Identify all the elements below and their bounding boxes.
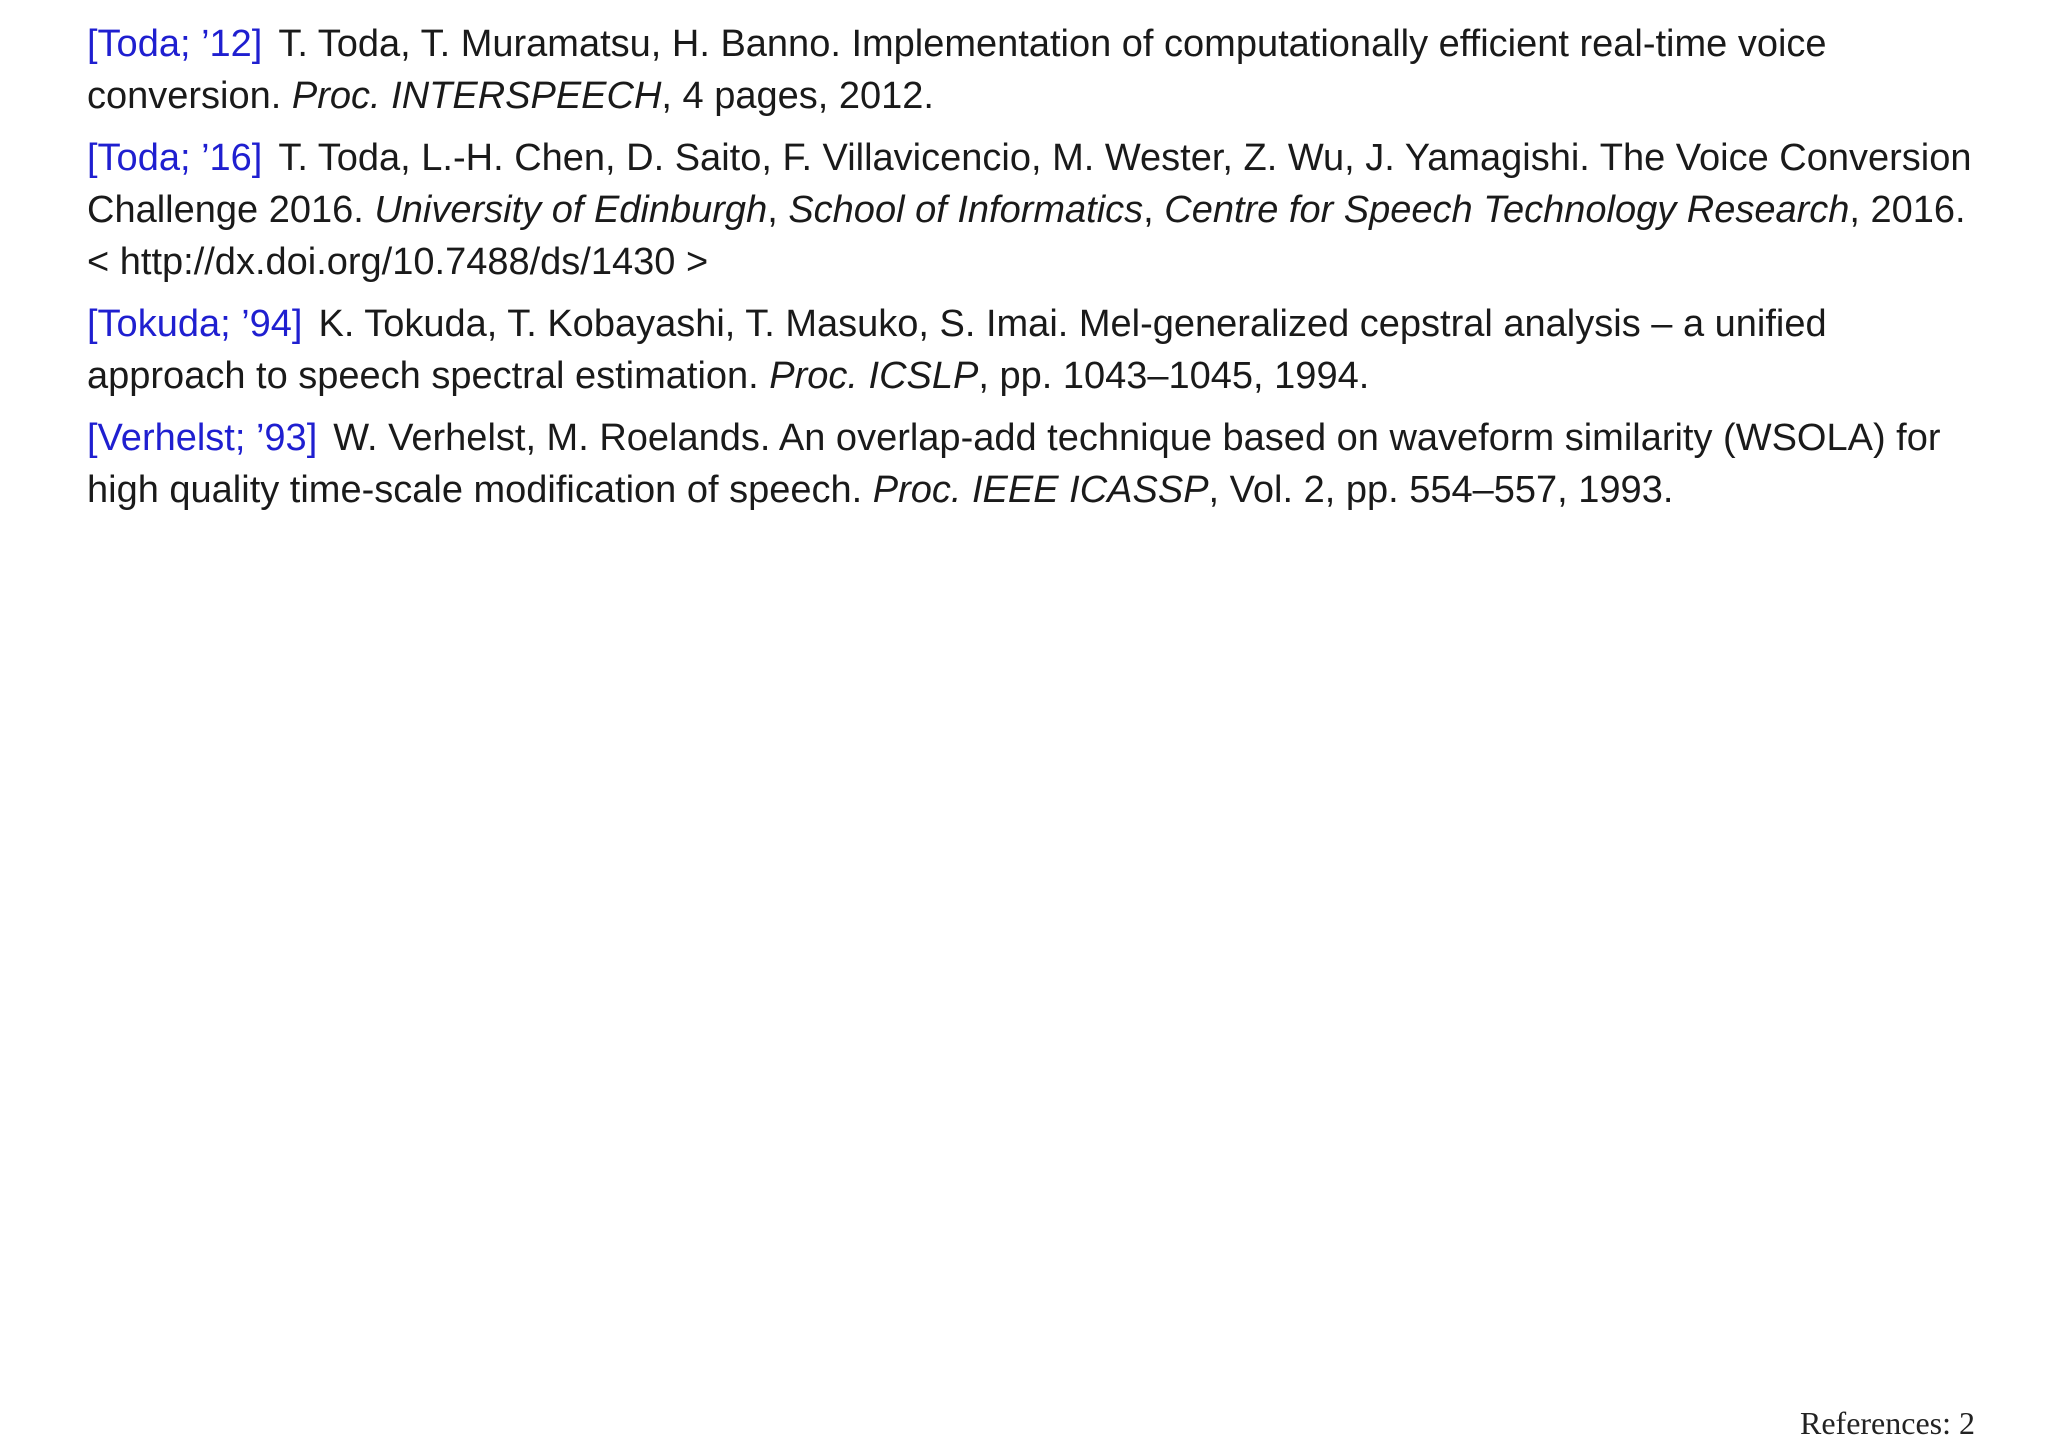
reference-text: , 4 pages, 2012. [661,75,934,117]
reference-text: W. Verhelst, M. Roelands. An overlap-add technique based on waveform similarity (WSOLA) for high quality time-scale modification of speech. [87,417,1941,511]
venue-title: Proc. ICSLP [769,355,979,397]
venue-title: Proc. INTERSPEECH [291,75,662,117]
citation-key: [Toda; ’16] [87,137,263,179]
venue-title: University of Edinburgh [374,189,768,231]
citation-key: [Verhelst; ’93] [87,417,318,459]
reference-text: K. Tokuda, T. Kobayashi, T. Masuko, S. Imai. Mel-generalized cepstral analysis – a unified approach to speech spectral estimation. [87,303,1827,397]
venue-title: Proc. IEEE ICASSP [872,469,1209,511]
reference-text: , [767,189,789,231]
reference-text: , 2016. < http://dx.doi.org/10.7488/ds/1430 > [87,189,1966,283]
reference-entry [87,412,1987,516]
reference-list [87,18,1987,526]
reference-text: T. Toda, L.-H. Chen, D. Saito, F. Villavicencio, M. Wester, Z. Wu, J. Yamagishi. The Voice Conversion Challenge 2016. [87,137,1972,231]
reference-entry [87,298,1987,402]
venue-title: School of Informatics [788,189,1144,231]
citation-key: [Toda; ’12] [87,23,263,65]
reference-text: , Vol. 2, pp. 554–557, 1993. [1208,469,1674,511]
reference-entry [87,18,1987,122]
citation-key: [Tokuda; ’94] [87,303,303,345]
reference-entry [87,132,1987,288]
venue-title: Centre for Speech Technology Research [1164,189,1850,231]
reference-text: , pp. 1043–1045, 1994. [978,355,1370,397]
page-footer: References: 2 [1799,1405,1975,1441]
reference-text: , [1143,189,1165,231]
reference-text: T. Toda, T. Muramatsu, H. Banno. Implementation of computationally efficient real-time voice conversion. [87,23,1827,117]
